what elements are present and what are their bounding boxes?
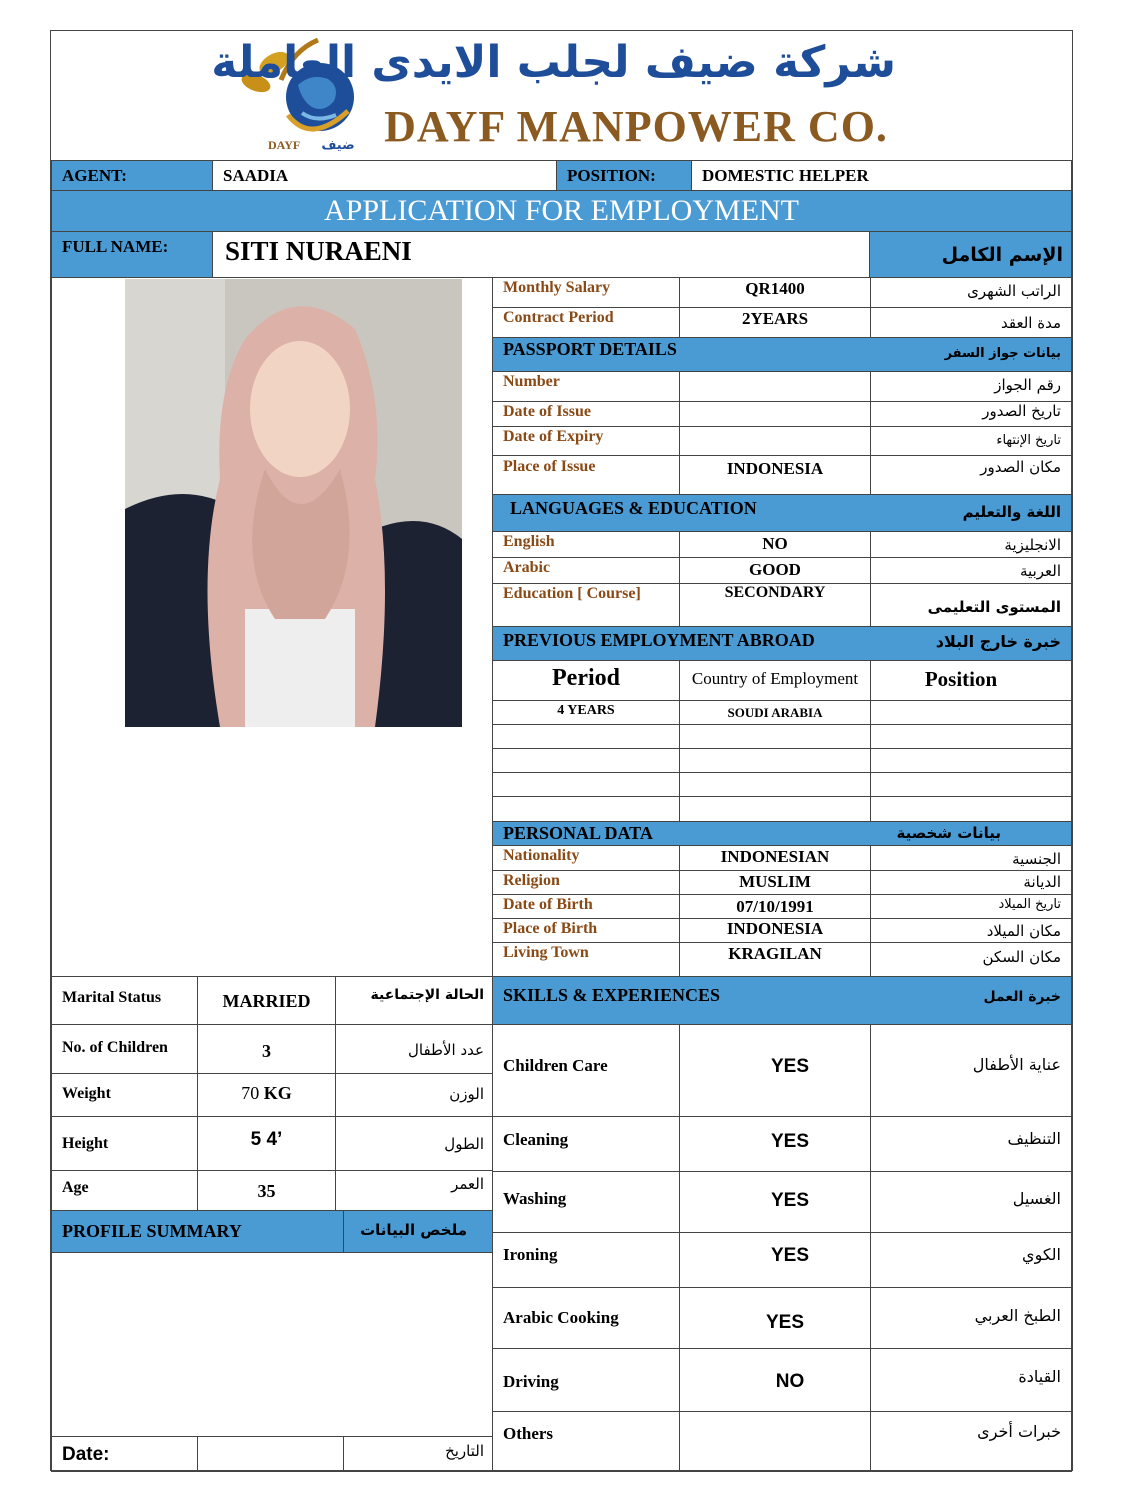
date-value[interactable] bbox=[197, 1436, 344, 1472]
contract-ar-period: مدة العقد bbox=[870, 307, 1072, 338]
nationality-value: INDONESIAN bbox=[679, 845, 871, 871]
lang-arabic-value: GOOD bbox=[679, 557, 871, 584]
skill-children-care-ar: عناية الأطفال bbox=[870, 1024, 1072, 1117]
skill-children-care-label: Children Care bbox=[492, 1024, 680, 1117]
lang-english-value: NO bbox=[679, 531, 871, 558]
skill-washing-value: YES bbox=[679, 1171, 871, 1233]
skill-driving-ar: القيادة bbox=[870, 1348, 1072, 1412]
agent-value: SAADIA bbox=[212, 160, 557, 191]
lang-arabic-label: Arabic bbox=[492, 557, 680, 584]
dob-value: 07/10/1991 bbox=[679, 894, 871, 919]
marital-status-value: MARRIED bbox=[197, 976, 336, 1025]
skill-others-ar: خبرات أخرى bbox=[870, 1411, 1072, 1472]
skill-ironing-ar: الكوي bbox=[870, 1232, 1072, 1288]
age-label: Age bbox=[51, 1170, 198, 1211]
weight-label: Weight bbox=[51, 1073, 198, 1117]
skill-arabic-cooking-value: YES bbox=[679, 1287, 871, 1349]
contract-ar-salary: الراتب الشهرى bbox=[870, 277, 1072, 308]
lang-english-ar: الانجليزية bbox=[870, 531, 1072, 558]
table-row: SOUDI ARABIA bbox=[679, 700, 871, 725]
education-value: SECONDARY bbox=[679, 583, 871, 627]
passport-issue-label: Date of Issue bbox=[492, 401, 680, 427]
full-name-label-ar: الإسم الكامل bbox=[869, 231, 1072, 278]
skill-arabic-cooking-label: Arabic Cooking bbox=[492, 1287, 680, 1349]
table-row bbox=[492, 748, 680, 773]
svg-text:ضيف: ضيف bbox=[321, 138, 355, 153]
personal-data-heading: PERSONAL DATA بيانات شخصية bbox=[492, 821, 1072, 846]
passport-place-value: INDONESIA bbox=[679, 455, 871, 495]
table-row bbox=[870, 748, 1072, 773]
position-value: DOMESTIC HELPER bbox=[691, 160, 1072, 191]
children-value: 3 bbox=[197, 1024, 336, 1074]
skill-ironing-value: YES bbox=[679, 1232, 871, 1288]
skill-driving-value: NO bbox=[679, 1348, 871, 1412]
table-row bbox=[870, 772, 1072, 797]
languages-heading: LANGUAGES & EDUCATION اللغة والتعليم bbox=[492, 494, 1072, 532]
passport-number-value bbox=[679, 371, 871, 402]
employment-col-position: Position bbox=[870, 660, 1072, 701]
application-form bbox=[50, 30, 1073, 1471]
position-label: POSITION: bbox=[556, 160, 692, 191]
nationality-label: Nationality bbox=[492, 845, 680, 871]
education-ar: المستوى التعليمى bbox=[870, 583, 1072, 627]
employment-col-period: Period bbox=[492, 660, 680, 701]
passport-expiry-ar: تاريخ الإنتهاء bbox=[870, 426, 1072, 456]
form-title: APPLICATION FOR EMPLOYMENT bbox=[51, 190, 1072, 232]
company-name-arabic: شركة ضيف لجلب الايدى العاملة bbox=[211, 37, 896, 88]
previous-employment-heading: PREVIOUS EMPLOYMENT ABROAD خبرة خارج البلاد bbox=[492, 626, 1072, 661]
height-ar: الطول bbox=[335, 1116, 493, 1171]
date-label: Date: bbox=[51, 1436, 198, 1472]
contract-value-salary: QR1400 bbox=[679, 277, 871, 308]
passport-place-ar: مكان الصدور bbox=[870, 455, 1072, 495]
passport-number-label: Number bbox=[492, 371, 680, 402]
table-row bbox=[679, 772, 871, 797]
children-ar: عدد الأطفال bbox=[335, 1024, 493, 1074]
profile-summary-box[interactable] bbox=[51, 1252, 493, 1437]
table-row bbox=[870, 796, 1072, 822]
passport-issue-value bbox=[679, 401, 871, 427]
full-name-value: SITI NURAENI bbox=[212, 231, 870, 278]
weight-ar: الوزن bbox=[335, 1073, 493, 1117]
contract-row-salary: Monthly Salary bbox=[492, 277, 680, 308]
age-ar: العمر bbox=[335, 1170, 493, 1211]
profile-summary-heading: PROFILE SUMMARY bbox=[51, 1210, 344, 1253]
dob-ar: تاريخ الميلاد bbox=[870, 894, 1072, 919]
religion-ar: الديانة bbox=[870, 870, 1072, 895]
svg-text:DAYF: DAYF bbox=[268, 138, 301, 152]
height-label: Height bbox=[51, 1116, 198, 1171]
agent-label: AGENT: bbox=[51, 160, 213, 191]
passport-place-label: Place of Issue bbox=[492, 455, 680, 495]
contract-row-period: Contract Period bbox=[492, 307, 680, 338]
skill-cleaning-value: YES bbox=[679, 1116, 871, 1172]
company-header bbox=[51, 31, 1072, 160]
religion-label: Religion bbox=[492, 870, 680, 895]
table-row bbox=[679, 724, 871, 749]
table-row bbox=[492, 796, 680, 822]
profile-summary-heading-ar: ملخص البيانات bbox=[343, 1210, 493, 1253]
weight-value: 70 KG bbox=[197, 1073, 336, 1117]
passport-expiry-label: Date of Expiry bbox=[492, 426, 680, 456]
religion-value: MUSLIM bbox=[679, 870, 871, 895]
table-row bbox=[492, 724, 680, 749]
pob-label: Place of Birth bbox=[492, 918, 680, 943]
skill-ironing-label: Ironing bbox=[492, 1232, 680, 1288]
date-ar: التاريخ bbox=[343, 1436, 493, 1472]
lang-english-label: English bbox=[492, 531, 680, 558]
table-row bbox=[492, 772, 680, 797]
skill-others-value bbox=[679, 1411, 871, 1472]
skill-washing-label: Washing bbox=[492, 1171, 680, 1233]
skill-children-care-value: YES bbox=[679, 1024, 871, 1117]
skill-others-label: Others bbox=[492, 1411, 680, 1472]
skill-washing-ar: الغسيل bbox=[870, 1171, 1072, 1233]
contract-value-period: 2YEARS bbox=[679, 307, 871, 338]
table-row bbox=[870, 700, 1072, 725]
passport-issue-ar: تاريخ الصدور bbox=[870, 401, 1072, 427]
pob-ar: مكان الميلاد bbox=[870, 918, 1072, 943]
full-name-label: FULL NAME: bbox=[51, 231, 213, 278]
living-town-label: Living Town bbox=[492, 942, 680, 977]
employment-col-country: Country of Employment bbox=[679, 660, 871, 701]
table-row bbox=[679, 796, 871, 822]
table-row: 4 YEARS bbox=[492, 700, 680, 725]
children-label: No. of Children bbox=[51, 1024, 198, 1074]
skill-cleaning-label: Cleaning bbox=[492, 1116, 680, 1172]
passport-heading: PASSPORT DETAILS بيانات جواز السفر bbox=[492, 337, 1072, 372]
dob-label: Date of Birth bbox=[492, 894, 680, 919]
nationality-ar: الجنسية bbox=[870, 845, 1072, 871]
skill-cleaning-ar: التنظيف bbox=[870, 1116, 1072, 1172]
skill-arabic-cooking-ar: الطبخ العربي bbox=[870, 1287, 1072, 1349]
marital-status-ar: الحالة الإجتماعية bbox=[335, 976, 493, 1025]
table-row bbox=[679, 748, 871, 773]
table-row bbox=[870, 724, 1072, 749]
lang-arabic-ar: العربية bbox=[870, 557, 1072, 584]
education-label: Education [ Course] bbox=[492, 583, 680, 627]
applicant-photo bbox=[125, 279, 462, 727]
age-value: 35 bbox=[197, 1170, 336, 1211]
passport-number-ar: رقم الجواز bbox=[870, 371, 1072, 402]
skills-heading: SKILLS & EXPERIENCES خبرة العمل bbox=[492, 976, 1072, 1025]
skill-driving-label: Driving bbox=[492, 1348, 680, 1412]
height-value: 5 4’ bbox=[197, 1116, 336, 1171]
passport-expiry-value bbox=[679, 426, 871, 456]
pob-value: INDONESIA bbox=[679, 918, 871, 943]
living-town-ar: مكان السكن bbox=[870, 942, 1072, 977]
marital-status-label: Marital Status bbox=[51, 976, 198, 1025]
company-name-english: DAYF MANPOWER CO. bbox=[384, 102, 888, 151]
living-town-value: KRAGILAN bbox=[679, 942, 871, 977]
